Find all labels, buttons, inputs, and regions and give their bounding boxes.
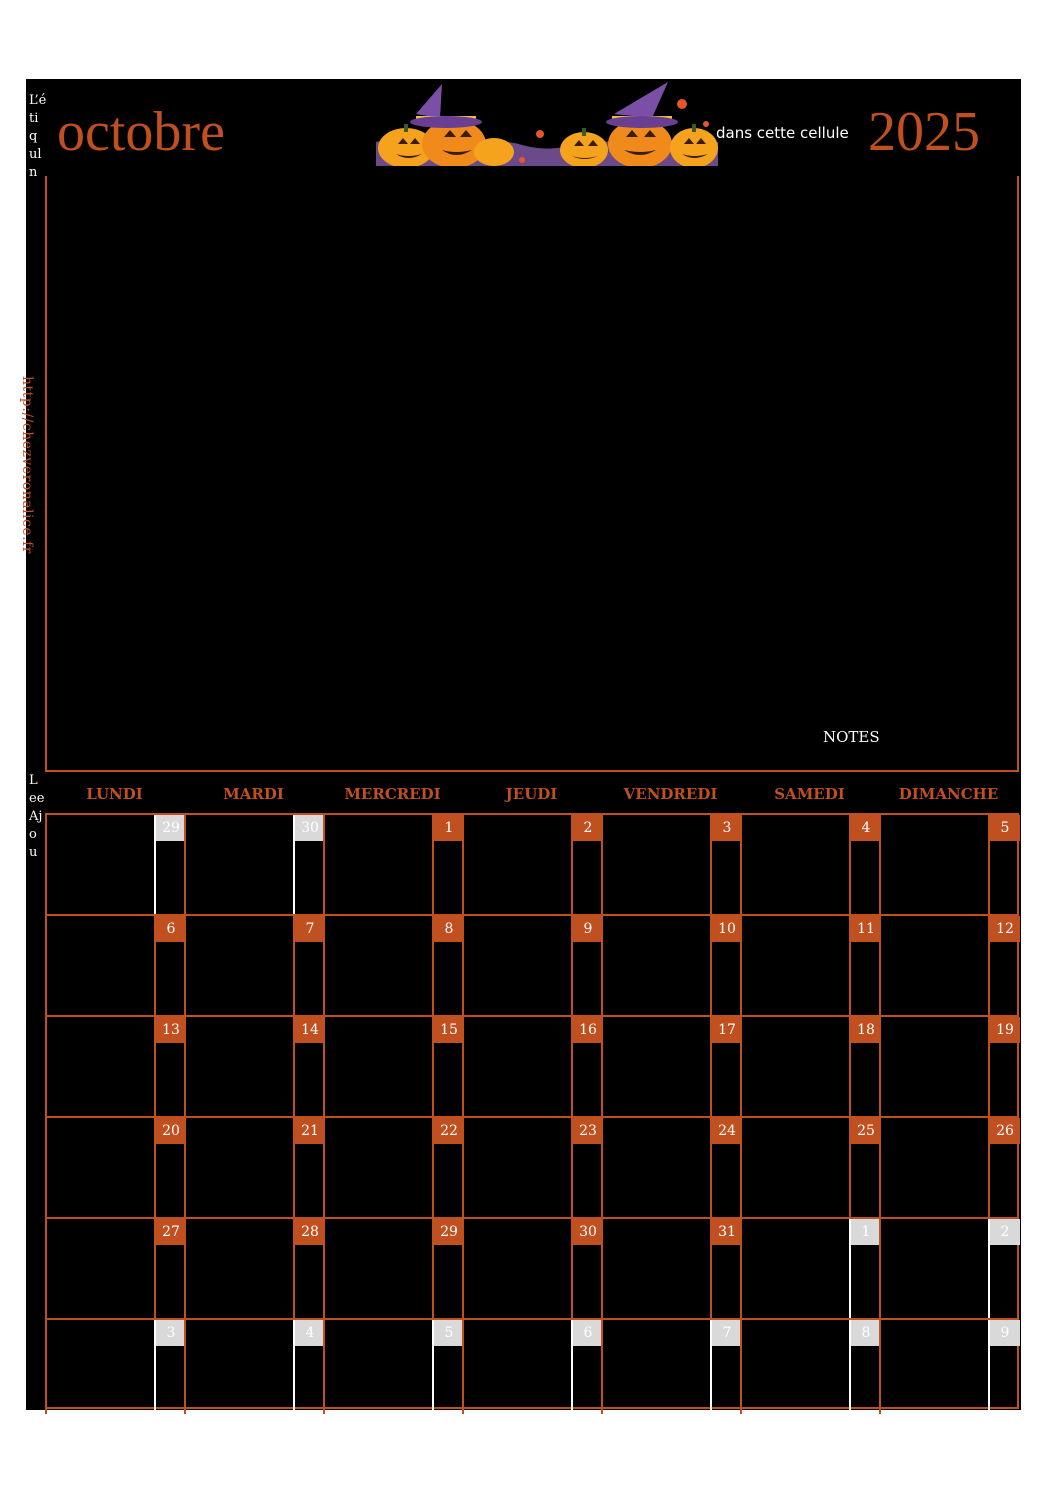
weekday-wednesday: MERCREDI [344,785,441,803]
day-number-strip [988,1320,1020,1414]
day-number: 8 [434,916,464,942]
day-cell[interactable] [323,1318,462,1414]
day-number: 18 [851,1017,881,1043]
day-number: 19 [990,1017,1020,1043]
weekday-thursday: JEUDI [505,785,558,803]
day-number: 5 [434,1320,464,1346]
day-number-strip [571,815,603,914]
day-number-strip [293,1017,325,1116]
day-number-strip [710,916,742,1015]
day-number-strip [849,1219,881,1318]
header-note: dans cette cellule [716,124,849,142]
day-cell[interactable] [601,1217,740,1318]
day-number: 15 [434,1017,464,1043]
day-number-strip [432,916,464,1015]
halloween-pumpkins-banner-icon [376,82,718,166]
day-number: 5 [990,815,1020,841]
day-number-strip [293,815,325,914]
day-number-strip [988,1017,1020,1116]
day-number: 17 [712,1017,742,1043]
day-number: 31 [712,1219,742,1245]
year-title: 2025 [868,101,980,163]
day-number: 26 [990,1118,1020,1144]
day-cell[interactable] [601,914,740,1015]
day-number: 30 [573,1219,603,1245]
day-cell[interactable] [740,1318,879,1414]
day-cell[interactable] [45,813,184,914]
notes-area[interactable] [45,176,1019,772]
day-number-strip [293,1118,325,1217]
day-cell[interactable] [184,1217,323,1318]
day-cell[interactable] [462,1116,601,1217]
day-number: 9 [573,916,603,942]
day-cell[interactable] [45,1318,184,1414]
notes-label: NOTES [823,728,880,746]
day-cell[interactable] [879,1116,1018,1217]
day-number: 2 [990,1219,1020,1245]
day-cell[interactable] [323,914,462,1015]
day-number: 3 [712,815,742,841]
day-cell[interactable] [184,1116,323,1217]
day-cell[interactable] [184,813,323,914]
day-number-strip [432,1017,464,1116]
day-cell[interactable] [45,914,184,1015]
day-number: 27 [156,1219,186,1245]
day-number-strip [571,1219,603,1318]
day-cell[interactable] [740,1217,879,1318]
weekday-sunday: DIMANCHE [898,785,999,803]
side-label-top: L’étiqul n [29,93,47,180]
day-cell[interactable] [184,1318,323,1414]
day-number: 20 [156,1118,186,1144]
day-number-strip [988,1118,1020,1217]
day-cell[interactable] [323,1217,462,1318]
weekday-friday: VENDREDI [623,785,718,803]
day-cell[interactable] [45,1116,184,1217]
day-cell[interactable] [879,1318,1018,1414]
day-cell[interactable] [879,1217,1018,1318]
day-number-strip [293,1320,325,1414]
day-number-strip [849,815,881,914]
day-number: 8 [851,1320,881,1346]
day-number: 13 [156,1017,186,1043]
day-number: 29 [434,1219,464,1245]
day-number: 24 [712,1118,742,1144]
day-cell[interactable] [462,1318,601,1414]
day-cell[interactable] [323,1116,462,1217]
day-cell[interactable] [462,1015,601,1116]
day-cell[interactable] [462,914,601,1015]
day-number: 30 [295,815,325,841]
day-number: 29 [156,815,186,841]
website-url[interactable]: http://chezveronalice.fr [19,376,35,554]
day-number-strip [432,1320,464,1414]
day-number-strip [154,1017,186,1116]
weekday-saturday: SAMEDI [774,785,845,803]
day-number: 23 [573,1118,603,1144]
day-cell[interactable] [323,813,462,914]
day-number: 9 [990,1320,1020,1346]
day-number-strip [710,1118,742,1217]
day-cell[interactable] [740,813,879,914]
day-number-strip [988,1219,1020,1318]
day-number-strip [571,1017,603,1116]
day-cell[interactable] [879,914,1018,1015]
day-number-strip [154,916,186,1015]
day-number-strip [154,1219,186,1318]
day-number-strip [988,815,1020,914]
day-number-strip [849,1320,881,1414]
day-number: 7 [712,1320,742,1346]
day-number-strip [571,1118,603,1217]
side-label-bottom: LeeAjou [29,773,45,860]
day-cell[interactable] [462,813,601,914]
day-number: 16 [573,1017,603,1043]
day-cell[interactable] [462,1217,601,1318]
day-number: 6 [156,916,186,942]
day-number: 4 [295,1320,325,1346]
day-number-strip [710,1320,742,1414]
day-number: 2 [573,815,603,841]
day-number: 25 [851,1118,881,1144]
day-cell[interactable] [879,1015,1018,1116]
day-number-strip [571,916,603,1015]
day-number-strip [432,815,464,914]
day-number-strip [849,1017,881,1116]
day-number: 7 [295,916,325,942]
day-number: 11 [851,916,881,942]
weekday-monday: LUNDI [86,785,143,803]
day-cell[interactable] [323,1015,462,1116]
day-cell[interactable] [601,1015,740,1116]
day-number-strip [849,1118,881,1217]
day-cell[interactable] [601,1116,740,1217]
day-number-strip [849,916,881,1015]
day-cell[interactable] [740,1116,879,1217]
day-number-strip [571,1320,603,1414]
calendar-grid [45,813,1019,1409]
day-number-strip [293,1219,325,1318]
day-cell[interactable] [184,1015,323,1116]
weekday-tuesday: MARDI [223,785,284,803]
day-number-strip [988,916,1020,1015]
weekday-header [45,779,1019,811]
day-number-strip [710,1017,742,1116]
day-number-strip [154,815,186,914]
day-cell[interactable] [601,813,740,914]
month-title: octobre [57,101,225,163]
day-number: 6 [573,1320,603,1346]
day-cell[interactable] [45,1217,184,1318]
day-number-strip [432,1219,464,1318]
day-number-strip [710,1219,742,1318]
day-number: 28 [295,1219,325,1245]
day-number: 4 [851,815,881,841]
day-cell[interactable] [740,1015,879,1116]
day-cell[interactable] [601,1318,740,1414]
day-number: 14 [295,1017,325,1043]
day-number-strip [154,1118,186,1217]
day-cell[interactable] [740,914,879,1015]
day-cell[interactable] [879,813,1018,914]
day-number: 10 [712,916,742,942]
day-number: 22 [434,1118,464,1144]
day-number-strip [432,1118,464,1217]
day-number-strip [710,815,742,914]
day-number: 12 [990,916,1020,942]
day-number: 1 [851,1219,881,1245]
day-cell[interactable] [45,1015,184,1116]
day-number-strip [154,1320,186,1414]
day-number: 21 [295,1118,325,1144]
day-number-strip [293,916,325,1015]
day-cell[interactable] [184,914,323,1015]
day-number: 3 [156,1320,186,1346]
day-number: 1 [434,815,464,841]
